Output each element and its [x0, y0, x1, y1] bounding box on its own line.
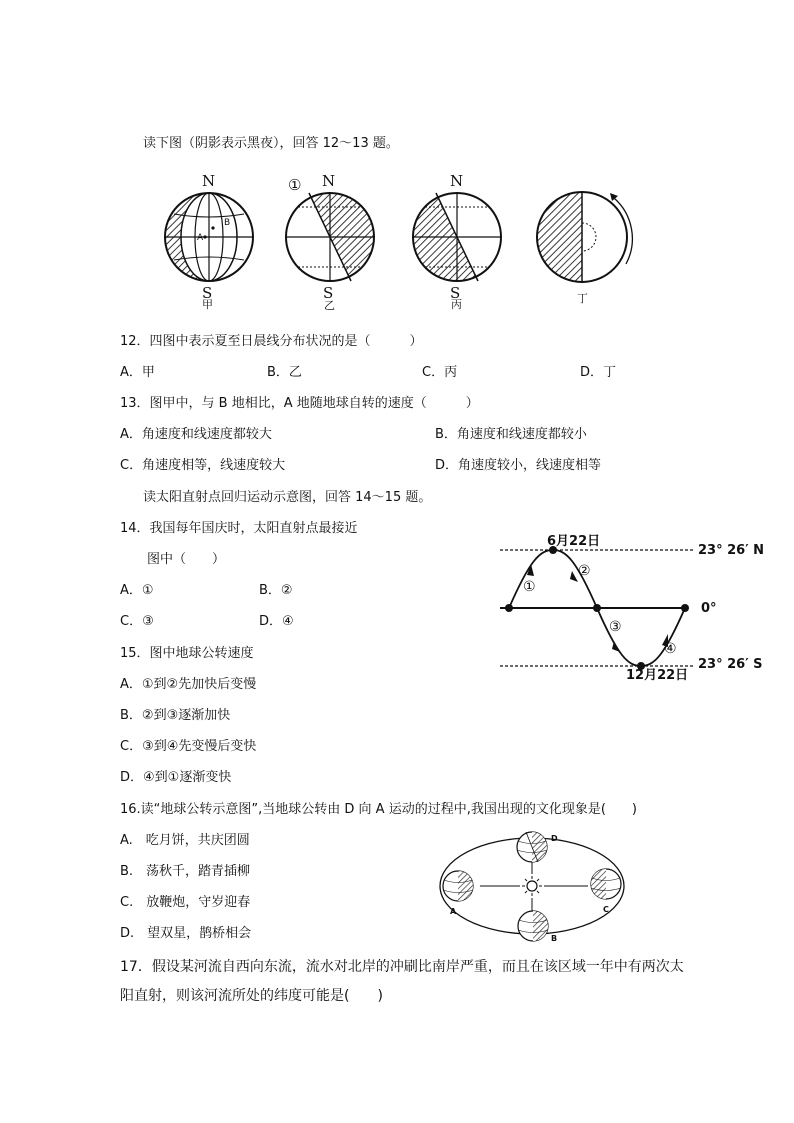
q14-stem: 14．我国每年国庆时，太阳直射点最接近: [120, 521, 358, 536]
q16-stem: 16.读“地球公转示意图”,当地球公转由 D 向 A 运动的过程中,我国出现的文化现象是( ): [120, 802, 637, 817]
sun-marker-1: ①: [523, 579, 536, 595]
globe-bing-caption: 丙: [451, 298, 462, 311]
earth-c-icon: [591, 869, 621, 899]
q12-option-a: A．甲: [120, 365, 155, 380]
tropic-north-label: 23° 26′ N: [698, 543, 765, 558]
q14-option-b: B．②: [259, 583, 293, 598]
q15-option-b: B．②到③逐渐加快: [120, 708, 231, 723]
earth-b-icon: [518, 911, 548, 941]
q13-stem: 13．图甲中，与 B 地相比，A 地随地球自转的速度（ ）: [120, 396, 479, 411]
globe-jia-south: S: [202, 284, 213, 302]
equator-label: 0°: [701, 601, 717, 616]
q12-option-c: C．丙: [422, 365, 458, 380]
globe-ding-caption: 丁: [577, 292, 588, 305]
q14-option-a: A．①: [120, 583, 154, 598]
globe-jia-caption: 甲: [202, 298, 213, 311]
orbit-label-a: A: [450, 907, 457, 916]
q13-option-c: C．角速度相等，线速度较大: [120, 458, 286, 473]
sun-marker-3: ③: [609, 619, 622, 635]
q12-stem: 12．四图中表示夏至日晨线分布状况的是（ ）: [120, 334, 423, 349]
sun-marker-2: ②: [578, 563, 591, 579]
globe-jia-north: N: [202, 172, 216, 190]
sun-marker-4: ④: [664, 641, 677, 657]
orbit-label-b: B: [551, 934, 558, 943]
q15-option-d: D．④到①逐渐变快: [120, 770, 232, 785]
globe-yi-marker: ①: [288, 176, 302, 194]
tropic-south-label: 23° 26′ S: [698, 657, 763, 672]
q12-option-b: B．乙: [267, 365, 302, 380]
q14-stem-2: 图中（ ）: [147, 552, 226, 567]
q17-line-2: 阳直射，则该河流所处的纬度可能是( ): [120, 988, 383, 1004]
globe-yi-north: N: [322, 172, 336, 190]
intro-text-2: 读太阳直射点回归运动示意图，回答 14～15 题。: [143, 490, 432, 505]
q12-option-d: D．丁: [580, 365, 617, 380]
globe-jia-point-b: B: [224, 218, 231, 228]
q16-option-d: D. 望双星，鹊桥相会: [120, 926, 252, 941]
q14-option-c: C．③: [120, 614, 154, 629]
intro-text-1: 读下图（阴影表示黑夜），回答 12～13 题。: [143, 136, 399, 151]
sun-diagram-top-date: 6月22日: [547, 534, 601, 549]
globe-jia-point-a: A: [197, 233, 204, 243]
q15-option-a: A．①到②先加快后变慢: [120, 677, 257, 692]
earth-d-icon: [517, 832, 547, 862]
earth-a-icon: [443, 871, 473, 901]
globe-yi-caption: 乙: [324, 299, 335, 312]
sun-icon: [522, 876, 542, 896]
globe-yi-south: S: [323, 284, 334, 302]
q13-option-b: B．角速度和线速度都较小: [435, 427, 587, 442]
globe-bing-north: N: [450, 172, 464, 190]
globe-bing-south: S: [450, 284, 461, 302]
q16-option-c: C. 放鞭炮，守岁迎春: [120, 895, 251, 910]
orbit-label-c: C: [603, 905, 609, 914]
q14-option-d: D．④: [259, 614, 294, 629]
q15-option-c: C．③到④先变慢后变快: [120, 739, 257, 754]
sun-diagram-bottom-date: 12月22日: [626, 668, 689, 683]
q15-stem: 15．图中地球公转速度: [120, 646, 254, 661]
q13-option-d: D．角速度较小，线速度相等: [435, 458, 602, 473]
q17-line-1: 17．假设某河流自西向东流，流水对北岸的冲刷比南岸严重，而且在该区域一年中有两次太: [120, 959, 684, 975]
q13-option-a: A．角速度和线速度都较大: [120, 427, 272, 442]
q16-option-b: B. 荡秋千，踏青插柳: [120, 864, 251, 879]
q16-option-a: A. 吃月饼，共庆团圆: [120, 833, 250, 848]
orbit-label-d: D: [551, 834, 558, 843]
